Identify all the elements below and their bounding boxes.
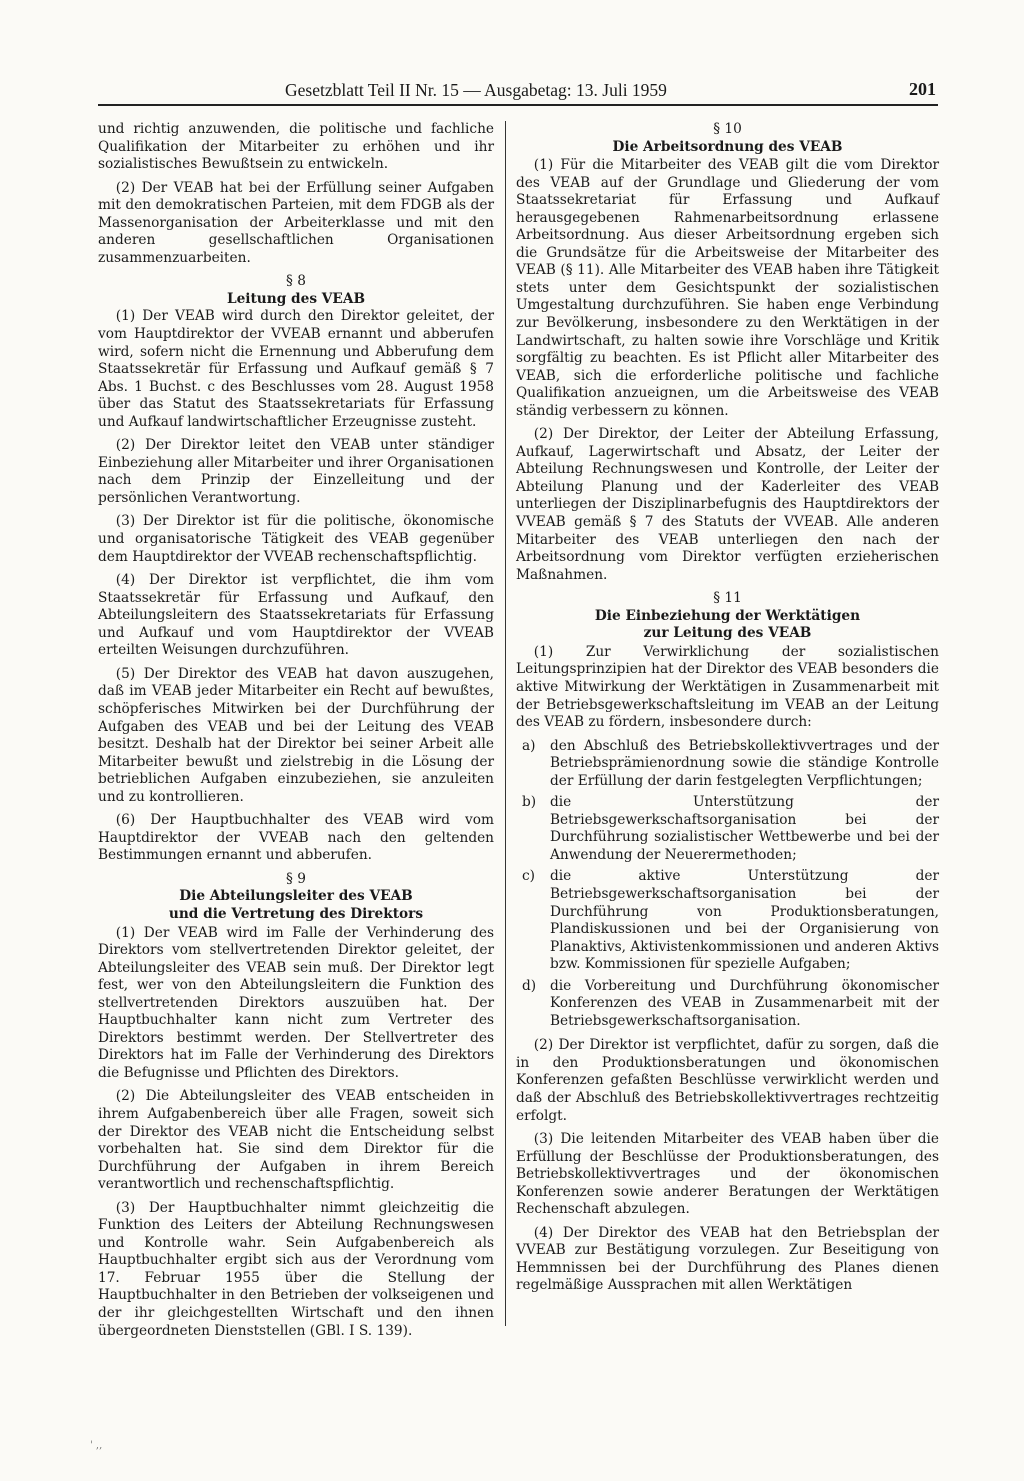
paragraph-11-1: (1) Zur Verwirklichung der sozialistischen Leitungsprinzipien hat der Direktor des VEAB besonders die aktive Mitwirkung der Werktätigen in Zusammenarbeit mit der Betriebsgewerkschaftsleitung im VEAB an der Leitung des VEAB zu fördern, insbesondere durch: xyxy=(516,643,939,731)
paragraph-9-2: (2) Die Abteilungsleiter des VEAB entscheiden in ihrem Aufgabenbereich über alle Fragen, soweit sich der Direktor des VEAB nicht die Entscheidung selbst vorbehalten hat. Sie sind dem Direktor für die Durchführung der Aufgaben in ihrem Bereich verantwortlich und rechenschaftspflichtig. xyxy=(98,1088,494,1193)
list-item xyxy=(516,794,939,864)
list-item-text: die Unterstützung der Betriebsgewerkschaftsorganisation bei der Durchführung sozialistischer Wettbewerbe und bei der Anwendung der Neuerermethoden; xyxy=(550,794,939,863)
paragraph-7-2: (2) Der VEAB hat bei der Erfüllung seiner Aufgaben mit den demokratischen Parteien, mit dem FDGB als der Massenorganisation der Arbeiterklasse und mit den anderen gesellschaftlichen Organisationen zusammenzuarbeiten. xyxy=(98,179,494,266)
page-number: 201 xyxy=(909,79,936,99)
right-column xyxy=(516,121,939,1295)
section-11-title-line1: Die Einbeziehung der Werktätigen xyxy=(594,607,861,624)
paragraph-10-2: (2) Der Direktor, der Leiter der Abteilung Erfassung, Aufkauf, Lagerwirtschaft und Absatz, der Leiter der Abteilung Rechnungswesen und Kontrolle, der Leiter der Abteilung Planung und der Kaderleiter des VEAB unterliegen der Disziplinarbefugnis des Hauptdirektors der VVEAB gemäß § 7 des Statuts der VVEAB. Alle anderen Mitarbeiter des VEAB unterliegen den nach der Arbeitsordnung vom Direktor verfügten erzieherischen Maßnahmen. xyxy=(516,426,939,583)
list-item xyxy=(516,868,939,973)
column-divider xyxy=(505,121,506,1326)
paragraph-11-4: (4) Der Direktor des VEAB hat den Betriebsplan der VVEAB zur Bestätigung vorzulegen. Zur Beseitigung von Hemmnissen bei der Durchführung des Planes dienen regelmäßige Aussprachen mit allen Werktätigen xyxy=(516,1224,939,1294)
paragraph-8-1: (1) Der VEAB wird durch den Direktor geleitet, der vom Hauptdirektor der VVEAB ernannt und abberufen wird, sofern nicht die Ernennung und Abberufung dem Staatssekretär für Erfassung und Aufkauf gemäß § 7 Abs. 1 Buchst. c des Beschlusses vom 28. August 1958 über das Statut des Staatssekretariats für Erfassung und Aufkauf landwirtschaftlicher Erzeugnisse zusteht. xyxy=(98,308,494,430)
header-title: Gesetzblatt Teil II Nr. 15 — Ausgabetag: 13. Juli 1959 xyxy=(285,80,667,100)
section-10-title: Die Arbeitsordnung des VEAB xyxy=(612,138,843,155)
section-8-title: Leitung des VEAB xyxy=(226,290,366,307)
paragraph-8-4: (4) Der Direktor ist verpflichtet, die ihm vom Staatssekretär für Erfassung und Aufkauf, den Abteilungsleitern des Staatssekretariats für Erfassung und Aufkauf und vom Hauptdirektor der VVEAB erteilten Weisungen durchzuführen. xyxy=(98,572,494,659)
list-item-text: den Abschluß des Betriebskollektivvertrages und der Betriebsprämienordnung sowie die ständige Kontrolle der Erfüllung der darin festgelegten Verpflichtungen; xyxy=(550,737,939,789)
measures-list xyxy=(516,738,939,1031)
section-11-number: § 11 xyxy=(713,590,742,607)
paragraph-9-1: (1) Der VEAB wird im Falle der Verhinderung des Direktors vom stellvertretenden Direktor geleitet, der Abteilungsleiter des VEAB sein muß. Der Direktor legt fest, wer von den Abteilungsleitern die Funktion des stellvertretenden Direktors auszuüben hat. Der Hauptbuchhalter kann nicht zum Vertreter des Direktors bestimmt werden. Der Stellvertreter des Direktors hat im Falle der Verhinderung des Direktors die Befugnisse und Pflichten des Direktors. xyxy=(98,924,494,1081)
list-item-marker: a) xyxy=(522,737,536,754)
header-rule xyxy=(98,104,938,106)
list-item xyxy=(516,738,939,791)
left-column xyxy=(98,121,494,1340)
paragraph-10-1: (1) Für die Mitarbeiter des VEAB gilt die vom Direktor des VEAB auf der Grundlage und Gliederung der vom Staatssekretariat für Erfassung und Aufkauf herausgegebenen Rahmenarbeitsordnung erlassene Arbeitsordnung. Aus dieser Arbeitsordnung ergeben sich die Grundsätze für die Arbeitsweise der Mitarbeiter des VEAB (§ 11). Alle Mitarbeiter des VEAB haben ihre Tätigkeit stets unter dem Gesichtspunkt der sozialistischen Umgestaltung durchzuführen. Sie haben enge Verbindung zur Bevölkerung, insbesondere zu den Werktätigen in der Landwirtschaft, zu halten sowie ihre Vorschläge und Kritik sorgfältig zu beachten. Es ist Pflicht aller Mitarbeiter des VEAB, sich die erforderliche politische und fachliche Qualifikation anzueignen, um die Arbeitsweise des VEAB ständig verbessern zu können. xyxy=(516,157,939,419)
paragraph-8-6: (6) Der Hauptbuchhalter des VEAB wird vom Hauptdirektor der VVEAB nach den geltenden Bestimmungen ernannt und abberufen. xyxy=(98,812,494,864)
section-9-number: § 9 xyxy=(286,870,306,887)
page-header xyxy=(98,80,938,102)
list-item xyxy=(516,978,939,1031)
section-10-number: § 10 xyxy=(713,121,742,137)
paragraph-11-2: (2) Der Direktor ist verpflichtet, dafür zu sorgen, daß die in den Produktionsberatungen und ökonomischen Konferenzen gefaßten Beschlüsse verwirklicht werden und daß der Abschluß des Betriebskollektivvertrages rechtzeitig erfolgt. xyxy=(516,1037,939,1124)
section-8-number: § 8 xyxy=(286,273,306,290)
paragraph-8-2: (2) Der Direktor leitet den VEAB unter ständiger Einbeziehung aller Mitarbeiter und ihrer Organisationen nach dem Prinzip der Einzelleitung und der persönlichen Verantwortung. xyxy=(98,437,494,506)
section-9-title-line1: Die Abteilungsleiter des VEAB xyxy=(179,888,413,905)
list-item-text: die aktive Unterstützung der Betriebsgewerkschaftsorganisation bei der Durchführung von Produktionsberatungen, Plandiskussionen und bei der Organisierung von Planaktivs, Aktivistenkommissionen und anderen Aktivs bzw. Kommissionen für spezielle Aufgaben; xyxy=(550,868,939,973)
paragraph-8-3: (3) Der Direktor ist für die politische, ökonomische und organisatorische Tätigkeit des VEAB gegenüber dem Hauptdirektor der VVEAB rechenschaftspflichtig. xyxy=(98,513,494,565)
paragraph-8-5: (5) Der Direktor des VEAB hat davon auszugehen, daß im VEAB jeder Mitarbeiter ein Recht auf bewußtes, schöpferisches Mitwirken bei der Durchführung der Aufgaben des VEAB und bei der Leitung des VEAB besitzt. Deshalb hat der Direktor bei seiner Arbeit alle Mitarbeiter bewußt und zielstrebig in die Lösung der betrieblichen Aufgaben einzubeziehen, sie anzuleiten und zu kontrollieren. xyxy=(98,665,494,805)
list-item-marker: c) xyxy=(522,868,536,885)
paragraph-9-3: (3) Der Hauptbuchhalter nimmt gleichzeitig die Funktion des Leiters der Abteilung Rechnungswesen und Kontrolle wahr. Sein Aufgabenbereich als Hauptbuchhalter ergibt sich aus der Verordnung vom 17. Februar 1955 über die Stellung der Hauptbuchhalter in den Betrieben der volkseigenen und der ihr gleichgestellten Wirtschaft und den ihnen übergeordneten Dienststellen (GBl. I S. 139). xyxy=(98,1199,494,1339)
paragraph-11-3: (3) Die leitenden Mitarbeiter des VEAB haben über die Erfüllung der Beschlüsse der Produktionsberatungen, des Betriebskollektivvertrages und der ökonomischen Konferenzen sowie anderer Beratungen der Werktätigen Rechenschaft abzulegen. xyxy=(516,1131,939,1218)
scan-specks-decoration: ' ,, xyxy=(90,1440,103,1451)
section-9-title-line2: und die Vertretung des Direktors xyxy=(168,905,424,922)
list-item-marker: b) xyxy=(522,794,537,811)
paragraph-7-1-continued: und richtig anzuwenden, die politische und fachliche Qualifikation der Mitarbeiter zu erhöhen und ihr sozialistisches Bewußtsein zu entwickeln. xyxy=(98,121,494,173)
list-item-text: die Vorbereitung und Durchführung ökonomischer Konferenzen des VEAB in Zusammenarbeit mit der Betriebsgewerkschaftsorganisation. xyxy=(550,977,939,1029)
section-11-title-line2: zur Leitung des VEAB xyxy=(643,625,812,642)
list-item-marker: d) xyxy=(522,977,537,994)
